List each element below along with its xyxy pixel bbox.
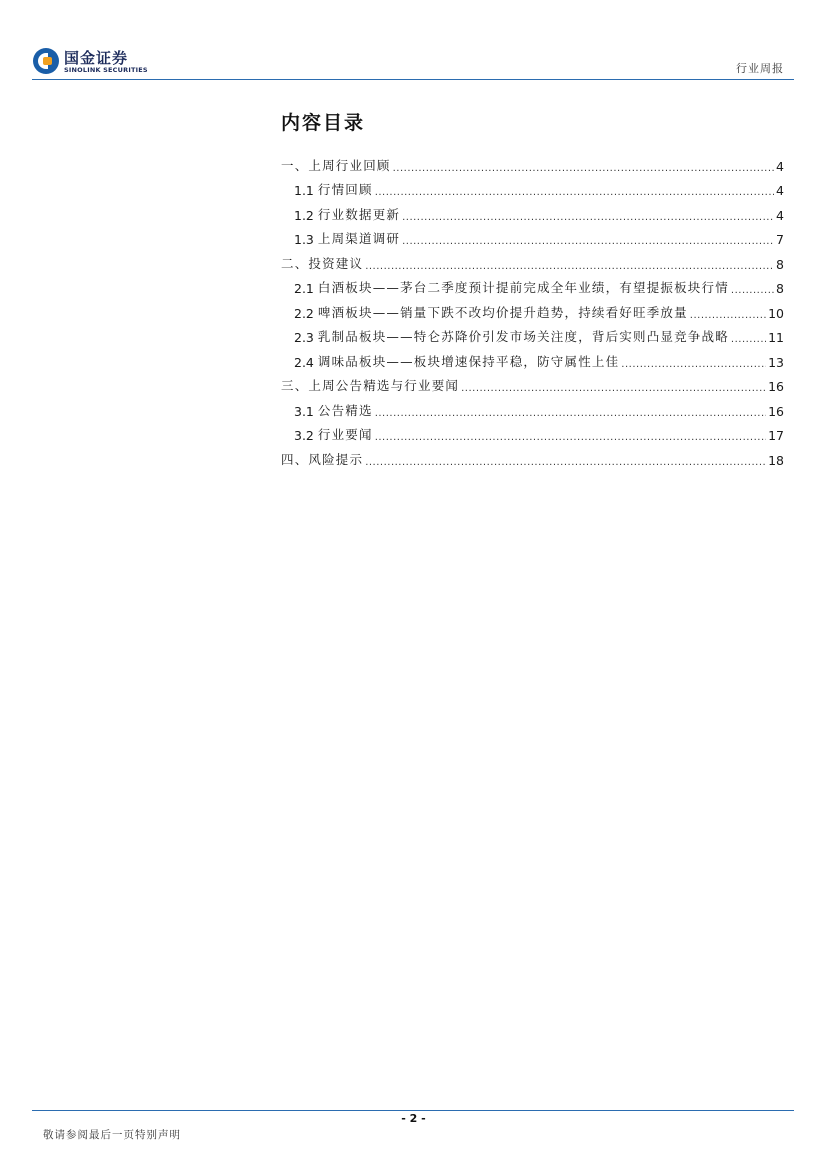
- toc-leader-dots: [621, 359, 766, 370]
- toc-entry-number: 1.3: [294, 232, 314, 247]
- toc-title: 内容目录: [281, 112, 366, 134]
- toc-entry-title[interactable]: 上周渠道调研: [317, 231, 401, 246]
- toc-entry[interactable]: [281, 174, 784, 199]
- logo-chinese-name: 国金证券: [64, 49, 129, 67]
- toc-leader-dots: [375, 187, 774, 198]
- toc-entry-number: 2.4: [294, 354, 314, 370]
- toc-leader-dots: [731, 285, 774, 296]
- toc-entry-page: 10: [768, 305, 784, 321]
- toc-leader-dots: [365, 261, 774, 272]
- toc-entry-page: 8: [776, 256, 784, 272]
- toc-entry-title[interactable]: 四、风险提示: [281, 451, 364, 467]
- toc-entry[interactable]: [281, 272, 784, 297]
- toc-entry-page: 11: [768, 330, 784, 345]
- toc-entry[interactable]: [281, 247, 784, 272]
- toc-entry-page: 4: [776, 158, 784, 174]
- toc-entry-number: 1.2: [294, 207, 314, 223]
- toc-entry[interactable]: [281, 296, 784, 321]
- toc-entry[interactable]: [281, 419, 784, 444]
- toc-entry-page: 4: [776, 183, 784, 198]
- toc-entry[interactable]: [281, 321, 784, 346]
- toc-list: [281, 149, 784, 468]
- toc-entry-page: 18: [768, 452, 784, 468]
- toc-entry[interactable]: [281, 198, 784, 223]
- sinolink-logo-icon: [33, 48, 59, 74]
- table-of-contents: [281, 108, 784, 468]
- toc-leader-dots: [402, 236, 774, 247]
- toc-entry-title[interactable]: 行业数据更新: [317, 206, 401, 222]
- report-type-label: 行业周报: [736, 62, 784, 75]
- toc-entry-page: 13: [768, 354, 784, 370]
- page-number: - 2 -: [401, 1112, 426, 1125]
- toc-leader-dots: [375, 408, 766, 419]
- toc-entry-title[interactable]: 乳制品板块——特仑苏降价引发市场关注度，背后实则凸显竞争战略: [317, 329, 729, 344]
- toc-entry-title[interactable]: 调味品板块——板块增速保持平稳，防守属性上佳: [317, 353, 620, 369]
- toc-entry[interactable]: [281, 443, 784, 468]
- toc-leader-dots: [393, 163, 774, 174]
- toc-leader-dots: [731, 334, 766, 345]
- toc-entry-title[interactable]: 一、上周行业回顾: [281, 157, 391, 173]
- toc-entry-page: 16: [768, 379, 784, 394]
- toc-entry[interactable]: [281, 370, 784, 395]
- toc-entry-title[interactable]: 公告精选: [317, 402, 373, 418]
- toc-leader-dots: [461, 383, 766, 394]
- toc-entry-page: 17: [768, 428, 784, 443]
- toc-entry-title[interactable]: 行业要闻: [317, 427, 373, 442]
- toc-entry-title[interactable]: 行情回顾: [317, 182, 373, 197]
- toc-entry-number: 2.2: [294, 305, 314, 321]
- toc-entry-title[interactable]: 二、投资建议: [281, 255, 364, 271]
- toc-entry-title[interactable]: 三、上周公告精选与行业要闻: [281, 378, 460, 393]
- toc-entry[interactable]: [281, 394, 784, 419]
- header-divider: [32, 79, 794, 80]
- toc-entry[interactable]: [281, 345, 784, 370]
- toc-entry-page: 7: [776, 232, 784, 247]
- toc-entry-number: 3.2: [294, 428, 314, 443]
- toc-entry-page: 8: [776, 281, 784, 296]
- toc-entry-number: 2.3: [294, 330, 314, 345]
- toc-leader-dots: [402, 212, 774, 223]
- disclaimer-note: 敬请参阅最后一页特别声明: [43, 1129, 181, 1141]
- toc-leader-dots: [690, 310, 766, 321]
- toc-entry-number: 3.1: [294, 403, 314, 419]
- page-header: [0, 0, 827, 82]
- toc-entry-number: 1.1: [294, 183, 314, 198]
- toc-entry-page: 4: [776, 207, 784, 223]
- toc-entry-title[interactable]: 白酒板块——茅台二季度预计提前完成全年业绩，有望提振板块行情: [317, 280, 729, 295]
- toc-leader-dots: [375, 432, 766, 443]
- toc-leader-dots: [365, 457, 766, 468]
- footer-divider: [32, 1110, 794, 1111]
- toc-entry-title[interactable]: 啤酒板块——销量下跌不改均价提升趋势，持续看好旺季放量: [317, 304, 688, 320]
- toc-entry[interactable]: [281, 223, 784, 248]
- toc-entry-page: 16: [768, 403, 784, 419]
- sinolink-logo: [33, 46, 158, 78]
- toc-entry[interactable]: [281, 149, 784, 174]
- logo-english-name: SINOLINK SECURITIES: [64, 66, 148, 74]
- toc-entry-number: 2.1: [294, 281, 314, 296]
